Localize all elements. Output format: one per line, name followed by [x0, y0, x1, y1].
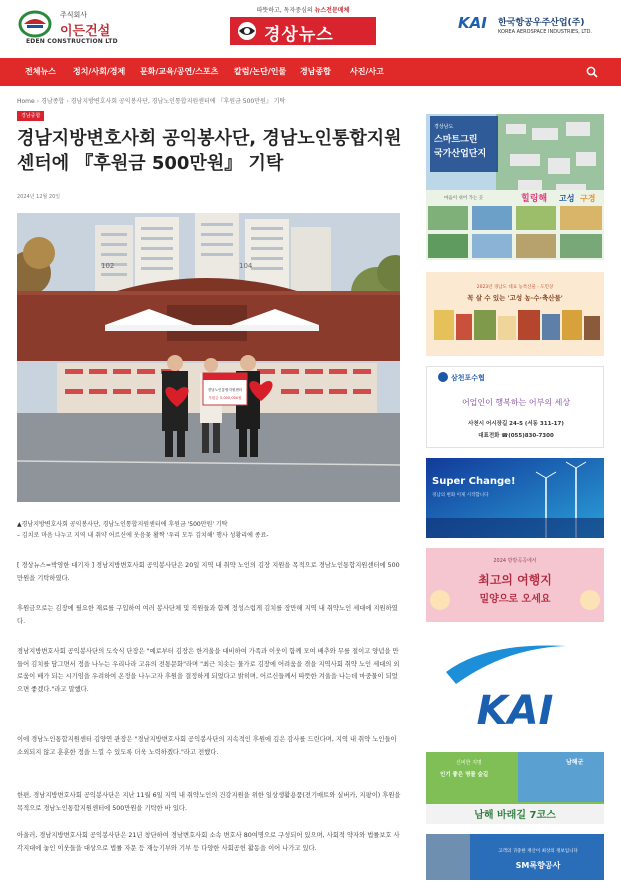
article-paragraph: 이에 경남노인통합지원센터 김양연 관장은 "경남지방변호사회 공익봉사단의 지속적인 후원에 깊은 감사를 드린다며, 지역 내 취약 노인들이 소외되지 않고 훈훈한 정을 느낄 수 있도록 더욱 노력하겠다."라고 전했다. — [17, 736, 397, 756]
ad4-address: 사천시 어시장길 24-5 (서동 311-17) — [468, 421, 564, 427]
eden-logo-name: 이든건설 — [60, 24, 111, 39]
ad1-small: 경상남도 — [434, 124, 454, 130]
nav-item-politics[interactable]: 정치/사회/경제 — [73, 67, 126, 76]
ad8-line1: 신비한 지명 — [456, 760, 482, 766]
ad2-region: 고성 — [559, 194, 575, 203]
nav-item-column[interactable]: 칼럼/논단/인물 — [234, 67, 287, 76]
ad-kai[interactable] — [426, 632, 604, 742]
ad6-line3: 밀양으로 오세요 — [479, 594, 551, 605]
category-badge[interactable]: 경남종합 — [17, 111, 44, 121]
ad-banner-art — [427, 367, 604, 448]
ad-miryang-travel[interactable] — [426, 548, 604, 622]
nav-item-gyeongnam[interactable]: 경남종합 — [300, 67, 331, 76]
slogan-prefix: 따뜻하고, 독자중심의 — [256, 7, 313, 14]
site-header — [0, 0, 621, 58]
breadcrumb-separator: › — [36, 98, 40, 105]
nav-item-all-news[interactable]: 전체뉴스 — [25, 67, 56, 76]
ad-banner-art — [426, 272, 604, 356]
article-paragraph: 한편, 경남지방변호사회 공익봉사단은 지난 11월 6일 지역 내 취약노인의 건강지원을 위한 일상생활용품(전기매트와 실버카, 지팡이) 후원을 목적으로 경남노인통합지원센터에 500만원을 기탁한 바 있다. — [17, 792, 401, 812]
kai-name: 한국항공우주산업(주) — [498, 18, 585, 28]
ad6-line2: 최고의 여행지 — [478, 573, 552, 587]
article-paragraph: 후원금으로는 김장에 필요한 재료를 구입하여 여러 봉사단체 및 직원들과 함께 정성스럽게 김치를 장만해 지역 내 취약노인 세대에 지원하였다. — [17, 605, 398, 625]
ad4-name: 삼천포수협 — [451, 374, 485, 382]
ad-banner-art — [426, 190, 604, 260]
breadcrumb-separator: › — [66, 98, 69, 105]
breadcrumb-category[interactable]: 경남종합 — [41, 98, 65, 105]
eden-logo-english: EDEN CONSTRUCTION LTD — [26, 38, 118, 45]
ad7-logo: KAI — [476, 688, 554, 734]
ad8-line2: 인기 좋은 명물 숲길 — [440, 772, 489, 778]
article-paragraph: [ 경상뉴스=박영한 대기자 ] 경남지방변호사회 공익봉사단은 20일 지역 내 취약 노인의 김장 지원을 목적으로 경남노인통합지원센터에 500만원을 기탁하였다. — [17, 562, 400, 582]
caption-line-2: – 김치로 마음 나누고 지역 내 취약 어르신에 웃음꽃 활짝 '우리 모두 김치해' 행사 성황리에 종료- — [17, 532, 269, 539]
breadcrumb-current: 경남지방변호사회 공익봉사단, 경남노인통합지원센터에 『후원금 500만원』 기탁 — [70, 98, 286, 105]
eden-logo-small-text: 주식회사 — [60, 11, 88, 19]
eden-logo-icon — [18, 10, 52, 38]
ad5-title: Super Change! — [432, 476, 516, 487]
article-title: 경남지방변호사회 공익봉사단, 경남노인통합지원센터에 『후원금 500만원』 기탁 — [17, 128, 402, 174]
site-logo-box — [230, 17, 376, 45]
ad4-slogan: 어업인이 행복하는 어부의 세상 — [461, 398, 571, 407]
ad9-brand: SM록향공사 — [515, 861, 561, 870]
breadcrumb-home[interactable]: Home — [17, 98, 35, 105]
nav-item-photo[interactable]: 사진/사고 — [350, 67, 384, 76]
breadcrumb — [17, 96, 285, 105]
ad2-brand: 힐링해 — [521, 194, 548, 204]
ad-super-change[interactable] — [426, 458, 604, 538]
ad-banner-art — [426, 458, 604, 538]
photo-caption — [17, 519, 407, 541]
kai-header-logo[interactable] — [458, 12, 606, 42]
building-number-right: 104 — [239, 262, 253, 270]
nav-item-culture[interactable]: 문화/교육/공연/스포츠 — [140, 67, 219, 76]
site-logo[interactable] — [230, 6, 376, 48]
article-photo — [17, 213, 400, 502]
kai-logo-icon — [426, 632, 604, 742]
article-photo-scene — [17, 213, 400, 502]
ad8-main: 남해 바래길 7코스 — [474, 810, 556, 821]
board-text-2: 후원금 5,000,000원 — [208, 396, 242, 400]
ad5-sub: 경남의 변화 이제 시작합니다 — [432, 493, 489, 498]
site-slogan — [230, 6, 376, 15]
article-paragraph: 아울러, 경남지방변호사회 공익봉사단은 21년 창단하여 경남변호사회 소속 변호사 80여명으로 구성되어 있으며, 사회적 약자와 법률보호 사각지대에 놓인 이웃들을 대상으로 법률 자문 등 재능기부와 기부 등 다양한 사회공헌 활동을 이어 나가고 있다. — [17, 832, 400, 852]
site-name: 경상뉴스 — [264, 25, 334, 45]
ad6-line1: 2024 방방곡곡에서 — [493, 558, 537, 564]
ad3-line2: 꼭 살 수 있는 '고성 농·수·축산물' — [467, 294, 563, 302]
kai-english: KOREA AEROSPACE INDUSTRIES, LTD. — [498, 29, 593, 35]
slogan-highlight: 뉴스전문매체 — [314, 7, 350, 14]
ad4-phone: 대표전화 ☎(055)830-7300 — [478, 433, 554, 439]
ad8-region: 남해군 — [566, 759, 584, 766]
article-date: 2024년 12월 20일 — [17, 194, 61, 200]
ad2-top-small: 마음이 쉬어 가는 곳 — [444, 196, 484, 201]
eye-logo-icon — [236, 21, 258, 41]
ad1-title1: 스마트그린 — [434, 135, 478, 145]
article-paragraph: 경남지방변호사회 공익봉사단의 도숙식 단장은 "예로부터 김장은 한겨울을 대비하여 가족과 이웃이 함께 모여 배추와 무를 절이고 양념을 만들어 김치를 담그면서 정을 나누는 우리나라 고유의 전통문화"라며 "최근 치솟는 물가로 김장에 어려움을 겪을 지역사회 취약 노인 세대의 외로움이 배가 되는 시기임을 우려하여 온정을 나누고자 후원을 결정하게 되었다고 밝히며, 어르신들께서 따뜻한 겨울을 나는데 마중물이 되었으면 좋겠다."라고 말했다. — [17, 648, 400, 693]
ad2-county: 구경 — [580, 194, 596, 203]
main-nav — [0, 58, 621, 86]
kai-mark: KAI — [458, 14, 487, 32]
ad-namhae-baraegil[interactable] — [426, 752, 604, 824]
ad-goseong-agri-products[interactable] — [426, 272, 604, 356]
ad-samcheonpo-suhyup[interactable] — [426, 366, 604, 448]
board-text-1: 경남노인통합지원센터 — [207, 388, 243, 392]
ad-banner-art — [426, 752, 604, 824]
caption-line-1: ▲경남지방변호사회 공익봉사단, 경남노인통합지원센터에 후원금 '500만원' 기탁 — [17, 521, 228, 528]
ad-banner-art — [426, 548, 604, 622]
eden-construction-logo[interactable] — [18, 8, 138, 46]
ad3-line1: 2023년 경남도 대표 농특산물 · 도민상 — [476, 285, 554, 290]
building-number-left: 102 — [101, 262, 115, 270]
ad-banner-art — [426, 834, 604, 880]
ad-goseong-healing[interactable] — [426, 190, 604, 260]
ad9-line1: 고객의 귀중한 재산이 최상의 정보입니다 — [498, 849, 578, 854]
search-icon[interactable] — [586, 66, 598, 78]
ad-sm-rokhyang[interactable] — [426, 834, 604, 880]
ad1-title2: 국가산업단지 — [434, 149, 487, 159]
